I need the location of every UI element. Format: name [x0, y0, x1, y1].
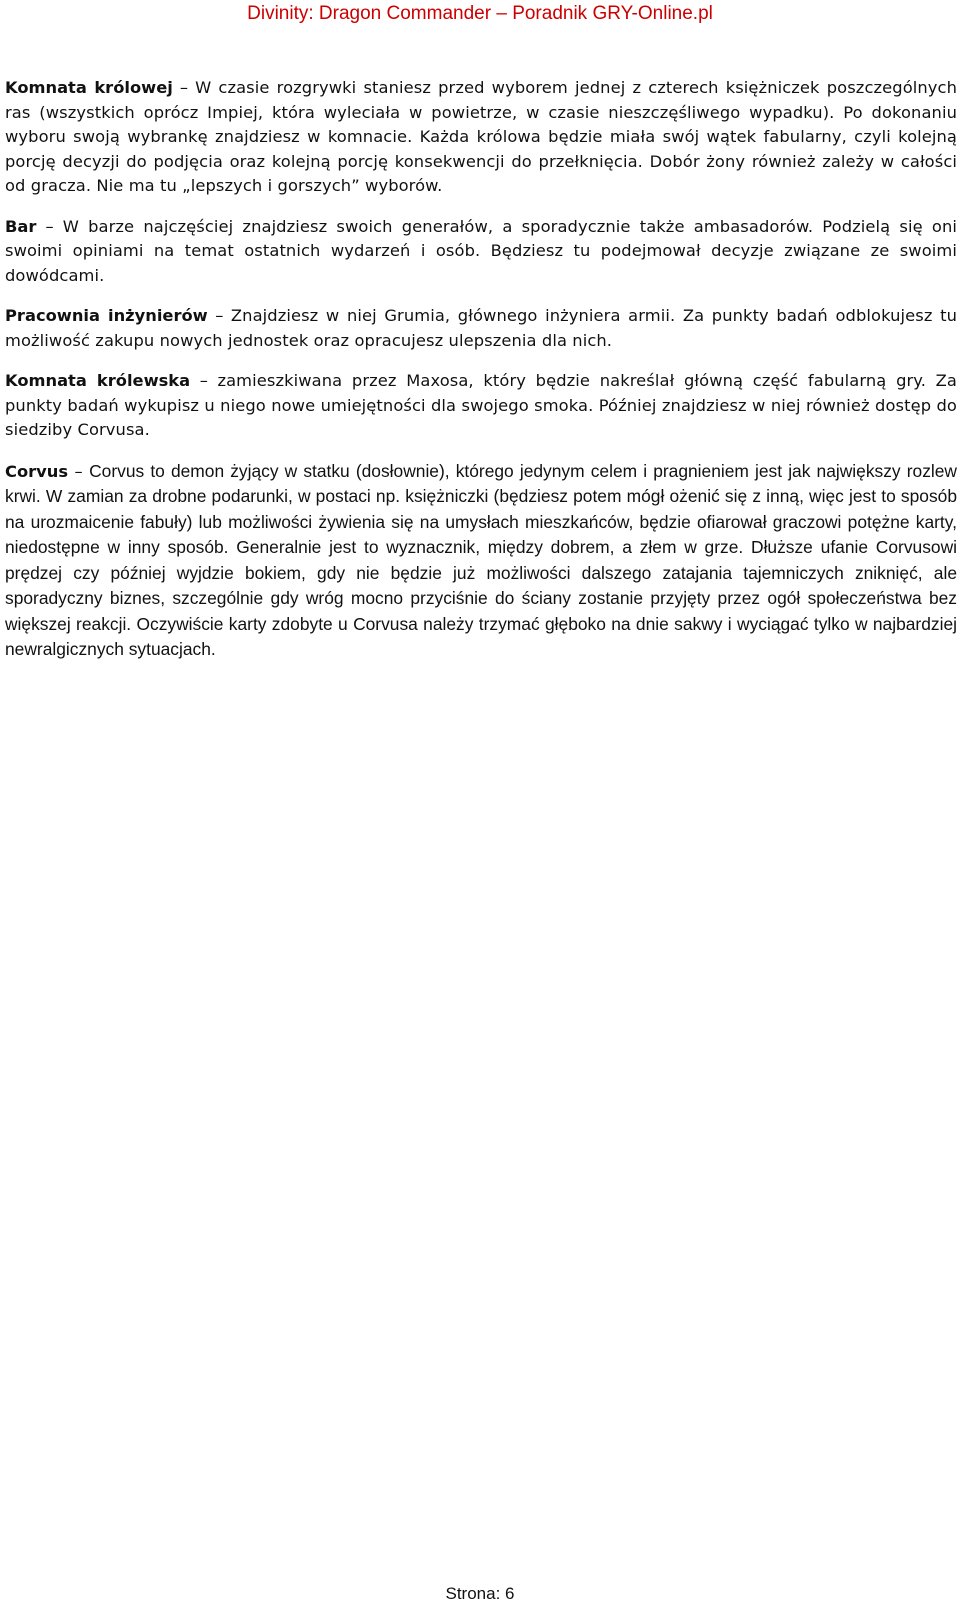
page-number: Strona: 6 — [445, 1584, 515, 1603]
section-text: Znajdziesz w niej Grumia, głównego inżyniera armii. Za punkty badań odblokujesz tu możliwość zakupu nowych jednostek oraz opracujesz ulepszenia dla nich. — [5, 306, 957, 350]
page-header — [0, 2, 960, 26]
section-heading: Bar — [5, 216, 37, 236]
heading-dash: – — [190, 371, 218, 390]
document-body — [5, 76, 957, 679]
header-brand-link[interactable]: GRY-Online.pl — [592, 3, 713, 24]
header-guide-label: Poradnik — [512, 3, 588, 24]
section-heading: Komnata królewska — [5, 371, 191, 390]
section-heading: Pracownia inżynierów — [5, 306, 208, 325]
heading-dash: – — [68, 461, 90, 481]
section-text: zamieszkiwana przez Maxosa, który będzie nakreślał główną część fabularną gry. Za punkty badań wykupisz u niego nowe umiejętności dla swojego smoka. Później znajdziesz w niej również dostęp do siedziby Corvusa. — [5, 371, 957, 439]
section-royal-chamber — [5, 369, 957, 443]
section-bar — [5, 215, 957, 289]
header-title: Divinity: Dragon Commander — [247, 3, 492, 24]
section-engineering-workshop — [5, 304, 957, 353]
heading-dash: – — [36, 216, 63, 236]
section-heading: Komnata królowej — [5, 78, 173, 97]
heading-dash: – — [207, 306, 231, 325]
section-text: W czasie rozgrywki staniesz przed wyborem jednej z czterech księżniczek poszczególnych ras (wszystkich oprócz Impiej, która wyleciała w powietrze, w czasie nieszczęśliwego wypadku). Po dokonaniu wyboru swoją wybrankę znajdziesz w komnacie. Każda królowa będzie miała swój wątek fabularny, czyli kolejną porcję decyzji do podjęcia oraz kolejną porcję konsekwencji do przełknięcia. Dobór żony również zależy w całości od gracza. Nie ma tu „lepszych i gorszych” wyborów. — [5, 78, 957, 195]
section-heading: Corvus — [5, 461, 69, 481]
section-text: Corvus to demon żyjący w statku (dosłownie), którego jedynym celem i pragnieniem jest jak największy rozlew krwi. W zamian za drobne podarunki, w postaci np. księżniczki (będziesz potem mógł ożenić się z inną, więc jest to sposób na urozmaicenie fabuły) lub możliwości żywienia się na umysłach mieszkańców, będzie ofiarował graczowi potężne karty, niedostępne w inny sposób. Generalnie jest to wyznacznik, między dobrem, a złem w grze. Dłuższe ufanie Corvusowi prędzej czy później wyjdzie bokiem, gdy nie będzie już możliwości dalszego zatajania tajemniczych zniknięć, ale sporadyczny biznes, szczególnie gdy wróg mocno przyciśnie do ściany zostanie przyjęty przez ogół społeczeństwa bez większej reakcji. Oczywiście karty zdobyte u Corvusa należy trzymać głęboko na dnie sakwy i wyciągać tylko w najbardziej newralgicznych sytuacjach. — [5, 460, 957, 659]
section-corvus — [5, 459, 957, 663]
section-text: W barze najczęściej znajdziesz swoich generałów, a sporadycznie także ambasadorów. Podzielą się oni swoimi opiniami na temat ostatnich wydarzeń i osób. Będziesz tu podejmował decyzje związane ze swoimi dowódcami. — [5, 216, 957, 285]
heading-dash: – — [172, 78, 196, 97]
header-separator: – — [496, 3, 507, 24]
section-queen-chamber — [5, 76, 957, 199]
